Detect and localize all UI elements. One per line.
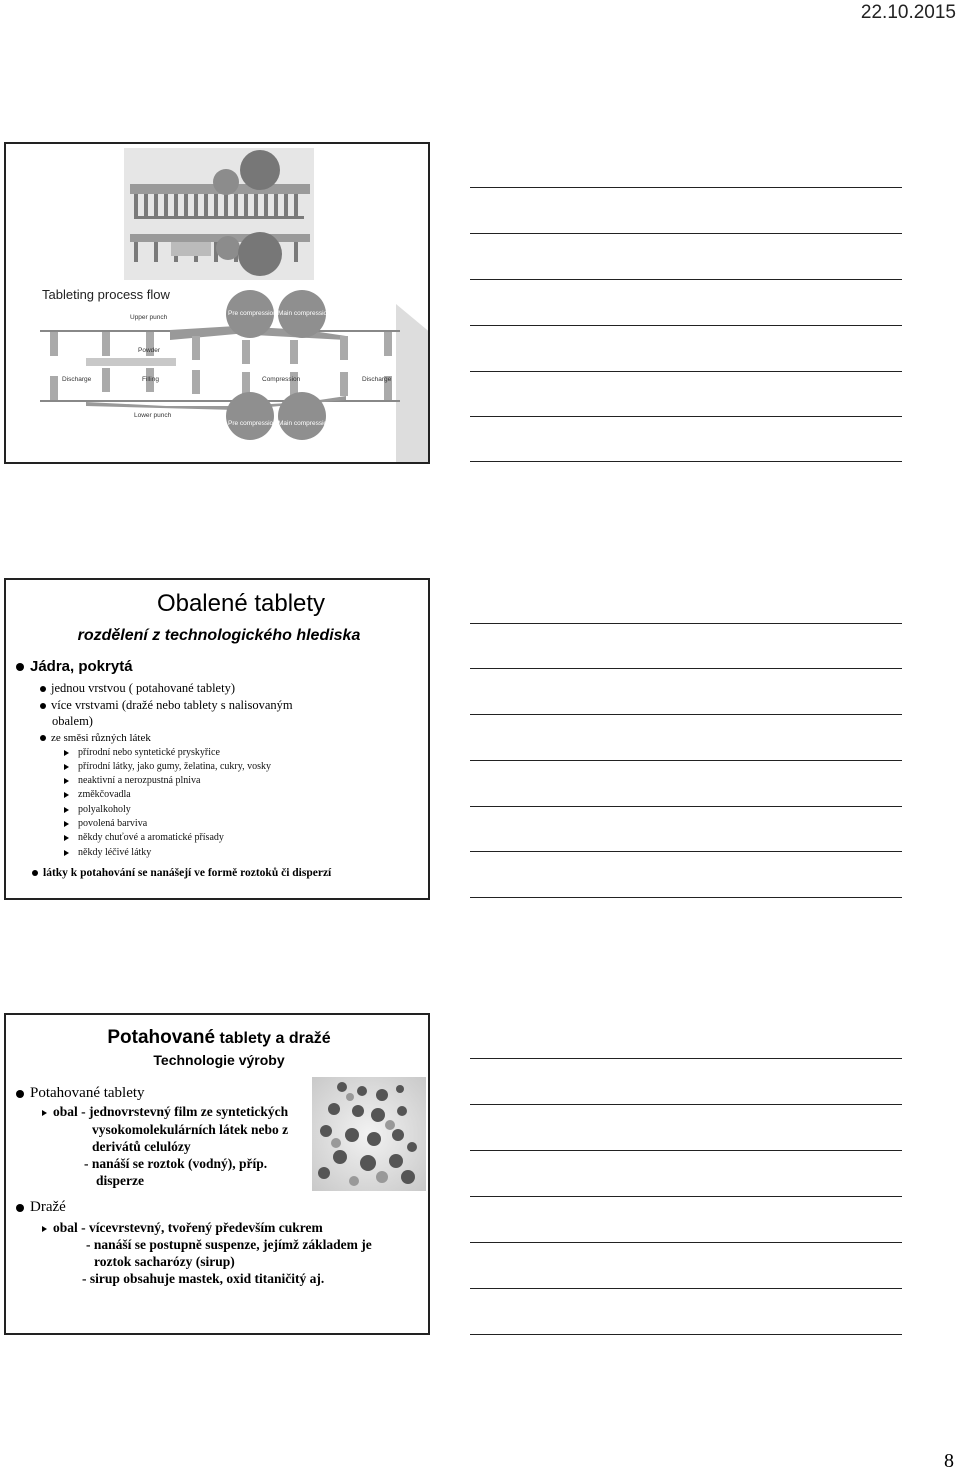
- list-item-continuation: obalem): [52, 714, 93, 728]
- sub-item: povolená barviva: [64, 818, 147, 829]
- section2-line: - nanáší se postupně suspenze, jejímž základem je: [86, 1237, 372, 1252]
- label-discharge-right: Discharge: [362, 376, 392, 383]
- bullet-dot-icon: [40, 735, 46, 741]
- triangle-bullet-icon: [42, 1226, 47, 1232]
- label-filling: Filling: [142, 376, 159, 383]
- slide-title: Obalené tablety: [156, 590, 326, 617]
- bullet-dot-icon: [16, 663, 24, 671]
- triangle-bullet-icon: [64, 750, 69, 756]
- label-discharge-left: Discharge: [62, 376, 92, 383]
- bullet-main: Jádra, pokrytá: [16, 658, 133, 675]
- label-powder: Powder: [138, 347, 161, 354]
- section2-line: roztok sacharózy (sirup): [94, 1254, 235, 1269]
- bullet-dot-icon: [16, 1090, 24, 1098]
- print-date: 22.10.2015: [860, 2, 956, 23]
- bullet-dot-icon: [40, 686, 46, 692]
- list-item: ze směsi různých látek: [40, 732, 151, 744]
- slide-obalene-tablety: [4, 578, 430, 900]
- sub-item: někdy léčivé látky: [64, 847, 151, 858]
- rotary-press-photo: [6, 144, 430, 464]
- section-heading-draze: Dražé: [16, 1199, 66, 1216]
- sub-item: polyalkoholy: [64, 804, 131, 815]
- figure-title: Tableting process flow: [42, 287, 170, 302]
- triangle-bullet-icon: [64, 850, 69, 856]
- section2-line: obal - vícevrstevný, tvořený především cukrem: [42, 1220, 323, 1236]
- list-item-last: látky k potahování se nanášejí ve formě roztoků či disperzí: [32, 867, 331, 879]
- label-main-compression-top: Main compression: [278, 310, 331, 317]
- list-item: jednou vrstvou ( potahované tablety): [40, 681, 235, 696]
- sub-item: změkčovadla: [64, 789, 131, 800]
- slide-subtitle: rozdělení z technologického hlediska: [77, 627, 361, 644]
- bullet-dot-icon: [40, 703, 46, 709]
- triangle-bullet-icon: [64, 807, 69, 813]
- section1-line: vysokomolekulárních látek nebo z: [92, 1122, 289, 1137]
- label-main-compression-bottom: Main compression: [278, 420, 331, 427]
- section1-line: disperze: [96, 1173, 144, 1188]
- sub-item: přírodní nebo syntetické pryskyřice: [64, 747, 220, 758]
- slide-title: Potahované tablety a dražé: [107, 1027, 331, 1048]
- slide-tableting-process: [4, 142, 430, 464]
- section1-line: - nanáší se roztok (vodný), příp.: [84, 1156, 268, 1171]
- section2-line: - sirup obsahuje mastek, oxid titaničitý aj.: [82, 1271, 325, 1286]
- section1-line: derivátů celulózy: [92, 1139, 191, 1154]
- sub-item: někdy chuťové a aromatické přísady: [64, 832, 224, 843]
- label-upper-punch: Upper punch: [130, 314, 168, 321]
- slide-subtitle: Technologie výroby: [153, 1052, 285, 1068]
- bullet-dot-icon: [16, 1204, 24, 1212]
- section1-line: obal - jednovrstevný film ze syntetických: [42, 1104, 288, 1120]
- sub-item: neaktivní a nerozpustná plniva: [64, 775, 200, 786]
- triangle-bullet-icon: [64, 778, 69, 784]
- coated-tablets-photo: [312, 1077, 426, 1191]
- label-lower-punch: Lower punch: [134, 412, 172, 419]
- slide-potahovane-tablety: [4, 1013, 430, 1335]
- triangle-bullet-icon: [64, 792, 69, 798]
- triangle-bullet-icon: [64, 764, 69, 770]
- triangle-bullet-icon: [42, 1110, 47, 1116]
- section-heading-potahovane: Potahované tablety: [16, 1085, 145, 1102]
- bullet-dot-icon: [32, 870, 38, 876]
- label-compression: Compression: [262, 376, 301, 383]
- triangle-bullet-icon: [64, 821, 69, 827]
- triangle-bullet-icon: [64, 835, 69, 841]
- list-item: více vrstvami (dražé nebo tablety s nalisovaným: [40, 698, 293, 713]
- page-number: 8: [944, 1450, 954, 1472]
- sub-item: přírodní látky, jako gumy, želatina, cukry, vosky: [64, 761, 271, 772]
- label-pre-compression-top: Pre compression: [228, 310, 277, 317]
- label-pre-compression-bottom: Pre compression: [228, 420, 277, 427]
